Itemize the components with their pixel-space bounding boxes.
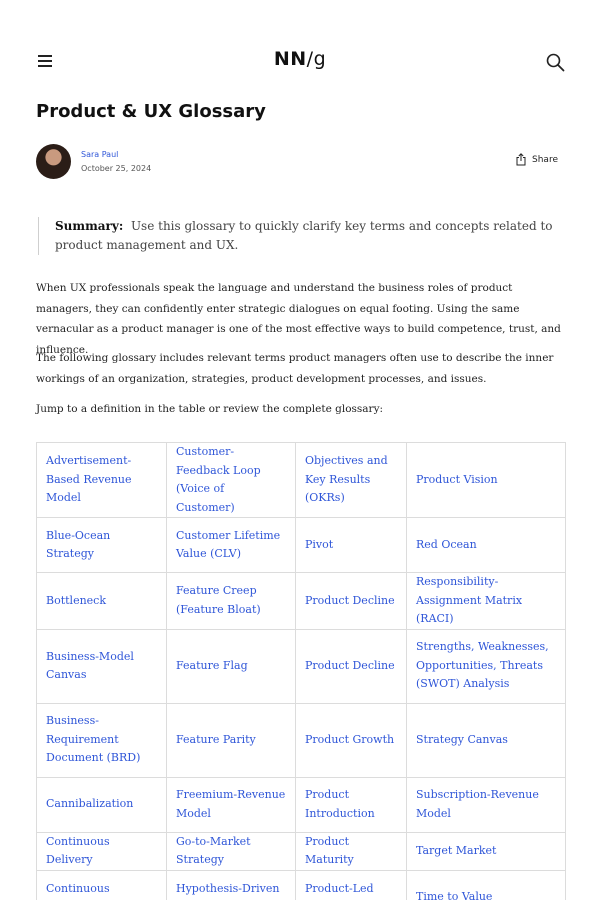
table-cell [407, 573, 566, 630]
table-cell [407, 518, 566, 573]
glossary-term-link[interactable]: Business-Model Canvas [46, 649, 134, 681]
logo-slash: / [306, 48, 314, 70]
table-row [37, 629, 566, 703]
table-cell [167, 629, 296, 703]
table-cell [37, 870, 167, 900]
share-button[interactable] [516, 153, 558, 166]
glossary-term-link[interactable]: Subscription-Revenue Model [416, 788, 539, 820]
glossary-intro-paragraph: The following glossary includes relevant terms product managers often use to describe the inner workings of an organization, strategies, product development processes, and issues. [36, 352, 554, 385]
table-cell [407, 870, 566, 900]
summary-block [38, 217, 563, 255]
table-cell [37, 518, 167, 573]
table-cell [167, 777, 296, 832]
glossary-term-link[interactable]: Go-to-Market Strategy [176, 834, 251, 866]
table-cell [296, 518, 407, 573]
glossary-term-link[interactable]: Feature Creep (Feature Bloat) [176, 584, 261, 616]
glossary-term-link[interactable]: Cannibalization [46, 797, 134, 811]
glossary-term-link[interactable]: Feature Parity [176, 732, 256, 746]
glossary-term-link[interactable]: Product Decline [305, 593, 395, 607]
page-title: Product & UX Glossary [36, 101, 266, 122]
glossary-term-link[interactable]: Time to Value [416, 889, 493, 900]
glossary-term-link[interactable]: Product Vision [416, 472, 498, 486]
glossary-term-link[interactable]: Continuous [46, 881, 110, 895]
table-row [37, 443, 566, 518]
table-cell [296, 832, 407, 870]
table-cell [167, 703, 296, 777]
table-cell [407, 832, 566, 870]
glossary-term-link[interactable]: Product Introduction [305, 788, 375, 820]
table-cell [167, 443, 296, 518]
glossary-term-link[interactable]: Target Market [416, 843, 497, 857]
glossary-term-link[interactable]: Pivot [305, 537, 334, 551]
author-name-link[interactable]: Sara Paul [81, 150, 119, 159]
glossary-term-link[interactable]: Responsibility-Assignment Matrix (RACI) [416, 575, 523, 625]
logo-main: NN [273, 48, 307, 70]
table-cell [407, 777, 566, 832]
site-header [0, 0, 600, 100]
glossary-term-link[interactable]: Strategy Canvas [416, 732, 508, 746]
jump-instruction: Jump to a definition in the table or review the complete glossary: [36, 403, 384, 415]
table-cell [37, 443, 167, 518]
glossary-term-link[interactable]: Red Ocean [416, 537, 477, 551]
table-cell [167, 870, 296, 900]
table-row [37, 573, 566, 630]
table-cell [37, 629, 167, 703]
table-cell [296, 870, 407, 900]
table-cell [296, 443, 407, 518]
glossary-term-link[interactable]: Blue-Ocean Strategy [46, 528, 111, 560]
table-cell [167, 832, 296, 870]
table-row [37, 870, 566, 900]
table-cell [37, 777, 167, 832]
glossary-term-link[interactable]: Continuous Delivery [46, 834, 110, 866]
table-cell [407, 629, 566, 703]
table-cell [37, 703, 167, 777]
table-cell [296, 703, 407, 777]
table-cell [296, 777, 407, 832]
glossary-term-link[interactable]: Business-Requirement Document (BRD) [46, 714, 141, 765]
avatar[interactable] [36, 144, 71, 179]
glossary-term-link[interactable]: Strengths, Weaknesses, Opportunities, Threats (SWOT) Analysis [416, 640, 549, 691]
table-row [37, 518, 566, 573]
table-row [37, 832, 566, 870]
table-cell [407, 443, 566, 518]
share-icon [516, 153, 526, 166]
glossary-term-link[interactable]: Bottleneck [46, 593, 106, 607]
glossary-term-link[interactable]: Product-Led [305, 881, 374, 895]
glossary-term-link[interactable]: Advertisement-Based Revenue Model [46, 454, 132, 505]
glossary-term-link[interactable]: Customer Lifetime Value (CLV) [176, 528, 281, 560]
glossary-term-link[interactable]: Hypothesis-Driven [176, 881, 280, 895]
glossary-term-link[interactable]: Customer-Feedback Loop (Voice of Customer) [176, 445, 261, 514]
glossary-term-link[interactable]: Product Maturity [305, 834, 354, 866]
table-cell [296, 573, 407, 630]
search-icon[interactable] [545, 52, 565, 72]
table-cell [167, 518, 296, 573]
share-label: Share [532, 154, 558, 165]
glossary-term-link[interactable]: Objectives and Key Results (OKRs) [305, 454, 388, 505]
table-cell [407, 703, 566, 777]
table-row [37, 777, 566, 832]
intro-paragraph: When UX professionals speak the language and understand the business roles of product managers, they can confidently enter strategic dialogues on equal footing. Using the same vernacular as a product manager is one of the most effective ways to build competence, trust, and influence. [36, 282, 561, 356]
summary-text: Use this glossary to quickly clarify key terms and concepts related to product management and UX. [55, 219, 553, 252]
table-cell [37, 573, 167, 630]
glossary-term-link[interactable]: Feature Flag [176, 658, 248, 672]
glossary-term-link[interactable]: Product Growth [305, 732, 395, 746]
publish-date: October 25, 2024 [81, 164, 152, 173]
table-cell [167, 573, 296, 630]
table-cell [37, 832, 167, 870]
logo-suffix: g [313, 48, 327, 70]
summary-label: Summary: [55, 219, 124, 233]
glossary-term-link[interactable]: Product Decline [305, 658, 395, 672]
glossary-index-table [36, 442, 566, 900]
table-cell [296, 629, 407, 703]
author-block [36, 144, 566, 180]
site-logo[interactable] [0, 48, 600, 70]
table-row [37, 703, 566, 777]
glossary-term-link[interactable]: Freemium-Revenue Model [176, 788, 286, 820]
